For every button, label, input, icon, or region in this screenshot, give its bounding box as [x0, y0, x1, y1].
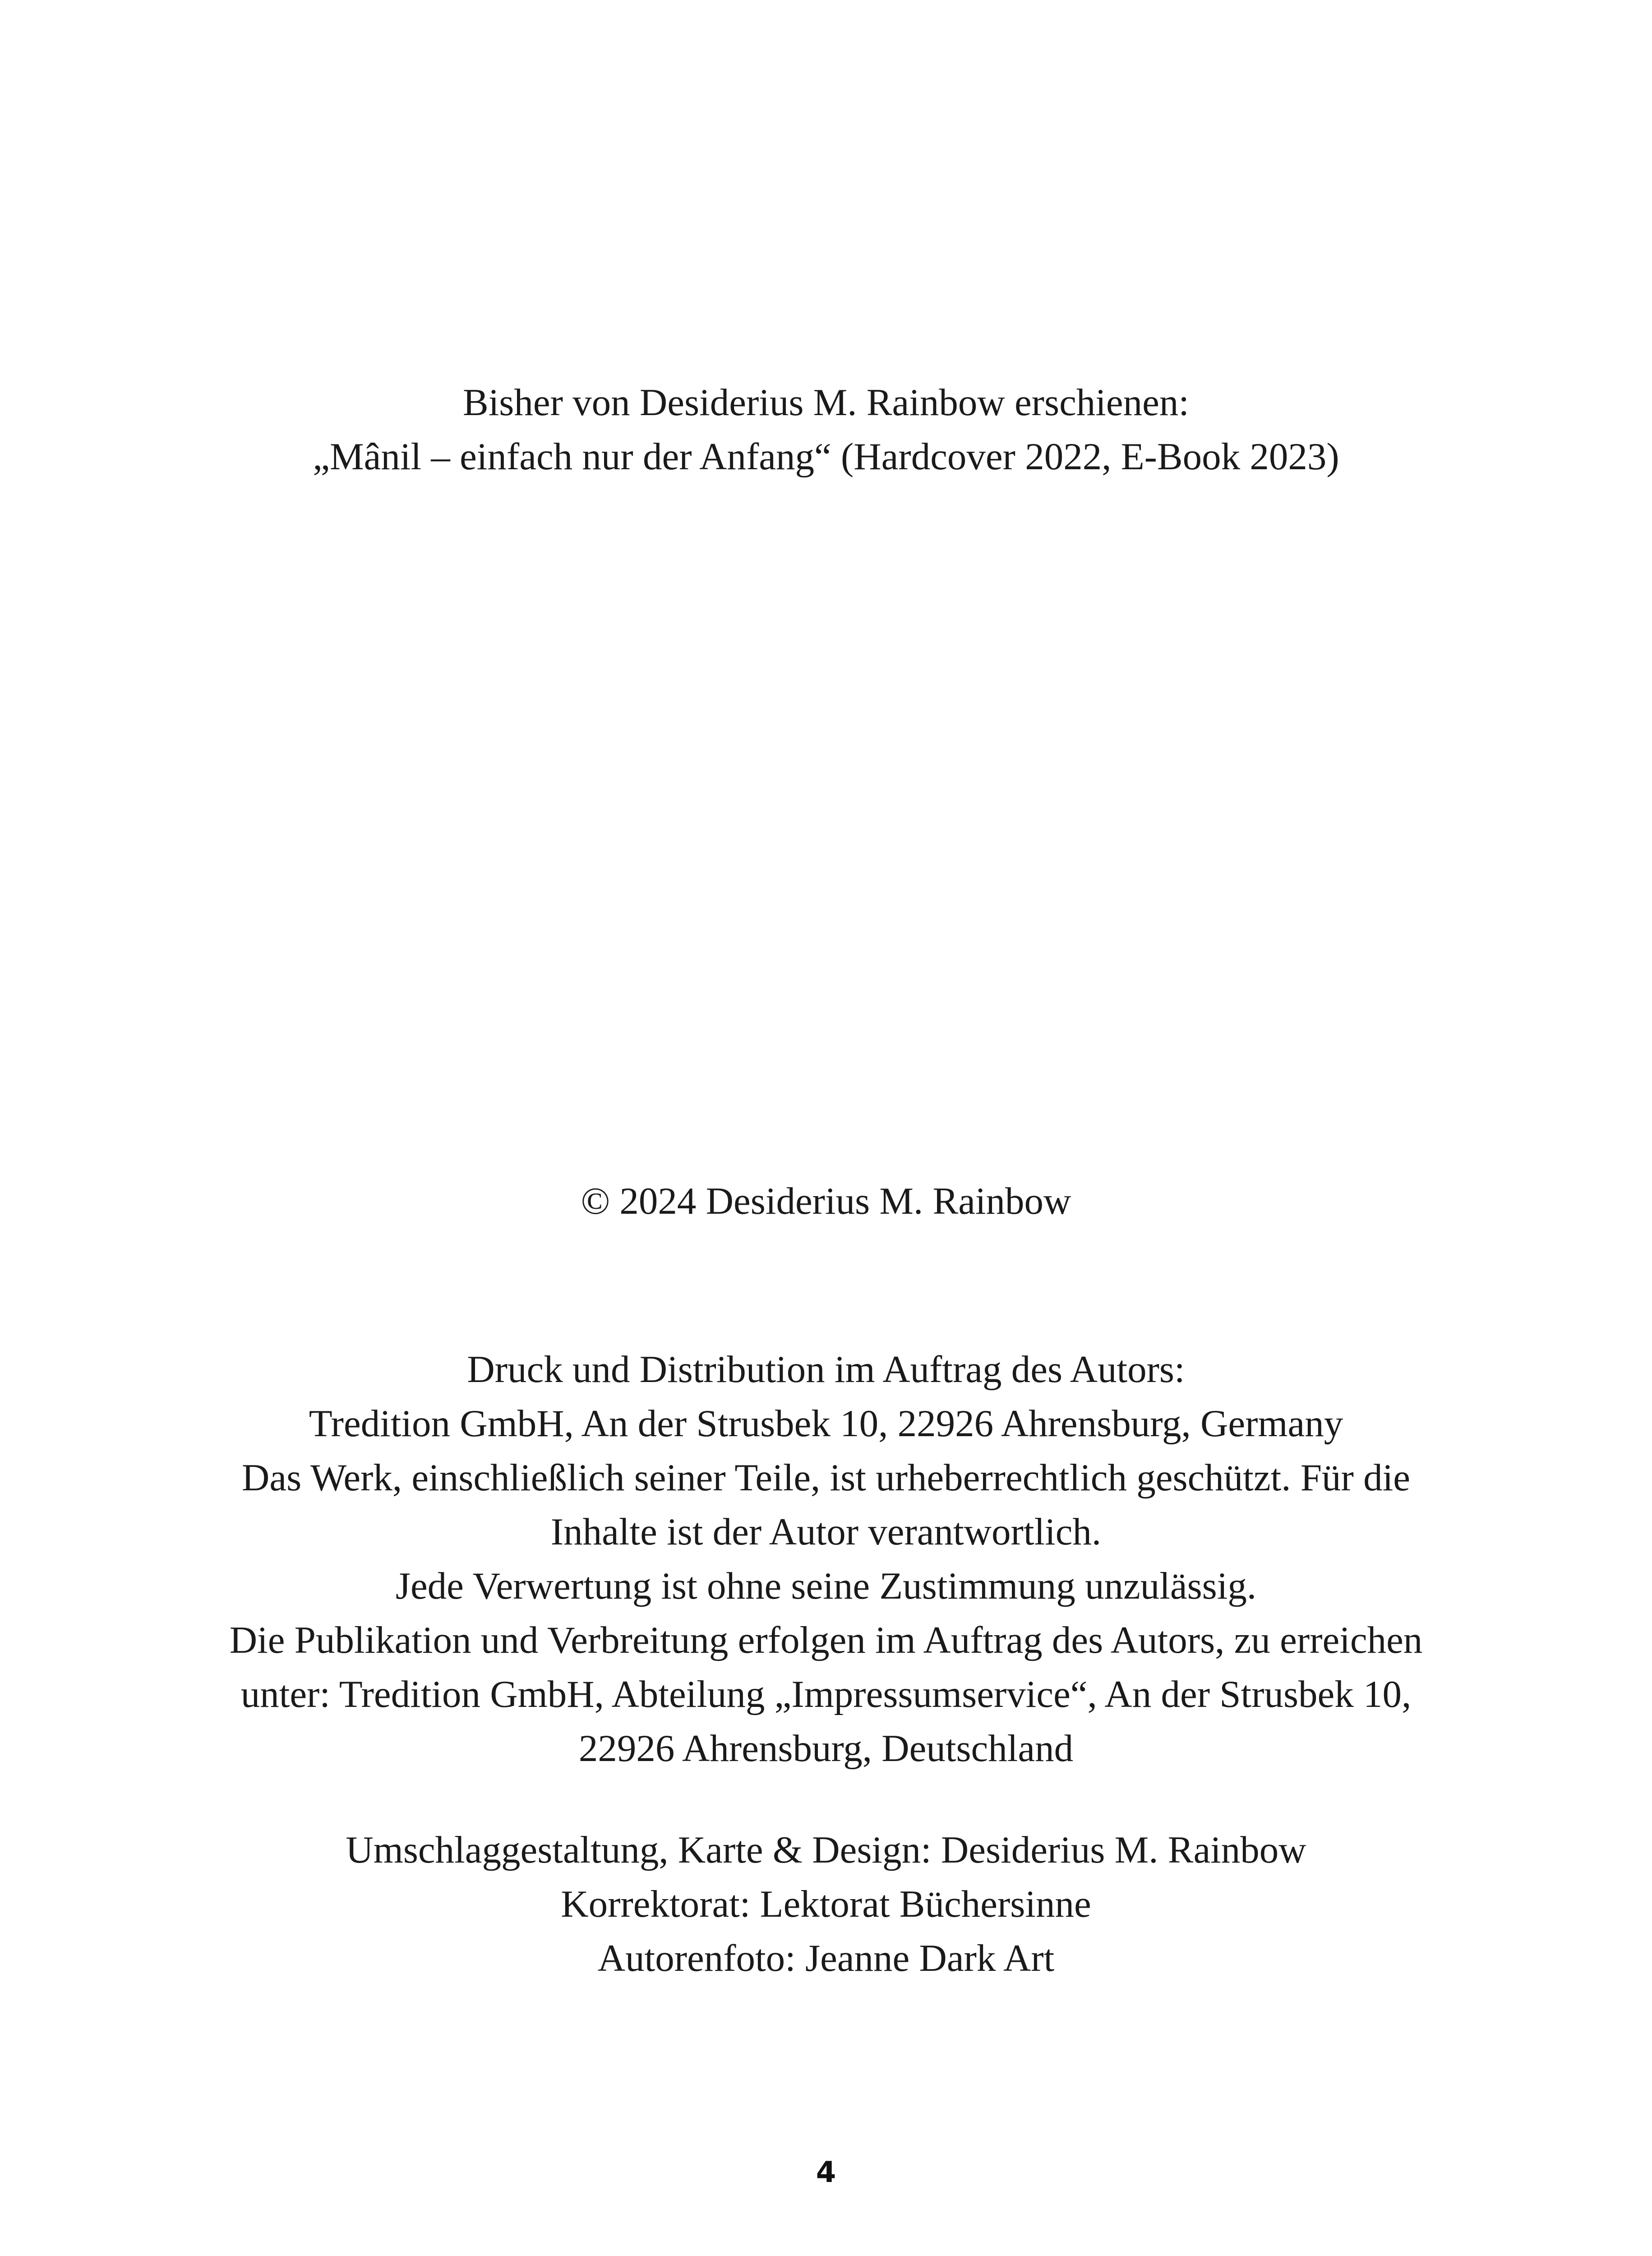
credits-line: Autorenfoto: Jeanne Dark Art	[597, 1937, 1055, 1979]
imprint-line: Inhalte ist der Autor verantwortlich.	[550, 1511, 1102, 1553]
imprint-line: unter: Tredition GmbH, Abteilung „Impressumservice“, An der Strusbek 10,	[240, 1673, 1412, 1715]
imprint-line: 22926 Ahrensburg, Deutschland	[578, 1727, 1074, 1770]
imprint-line: Tredition GmbH, An der Strusbek 10, 22926 Ahrensburg, Germany	[309, 1402, 1343, 1445]
imprint-line: Die Publikation und Verbreitung erfolgen im Auftrag des Autors, zu erreichen	[229, 1619, 1423, 1661]
previous-works-title: „Mânil – einfach nur der Anfang“ (Hardcover 2022, E-Book 2023)	[313, 435, 1339, 478]
previous-works-heading: Bisher von Desiderius M. Rainbow erschienen:	[463, 381, 1189, 424]
imprint-section	[0, 1342, 1652, 1775]
page-number: 4	[816, 2156, 836, 2189]
imprint-line: Das Werk, einschließlich seiner Teile, ist urheberrechtlich geschützt. Für die	[242, 1456, 1410, 1499]
copyright-notice: © 2024 Desiderius M. Rainbow	[581, 1180, 1071, 1222]
imprint-line: Jede Verwertung ist ohne seine Zustimmung unzulässig.	[395, 1565, 1257, 1607]
credits-line: Umschlaggestaltung, Karte & Design: Desiderius M. Rainbow	[346, 1829, 1306, 1871]
previous-works-section	[0, 375, 1652, 484]
imprint-line: Druck und Distribution im Auftrag des Autors:	[467, 1348, 1185, 1391]
copyright-section	[0, 1174, 1652, 1228]
credits-section	[0, 1823, 1652, 1985]
credits-line: Korrektorat: Lektorat Büchersinne	[561, 1883, 1091, 1925]
